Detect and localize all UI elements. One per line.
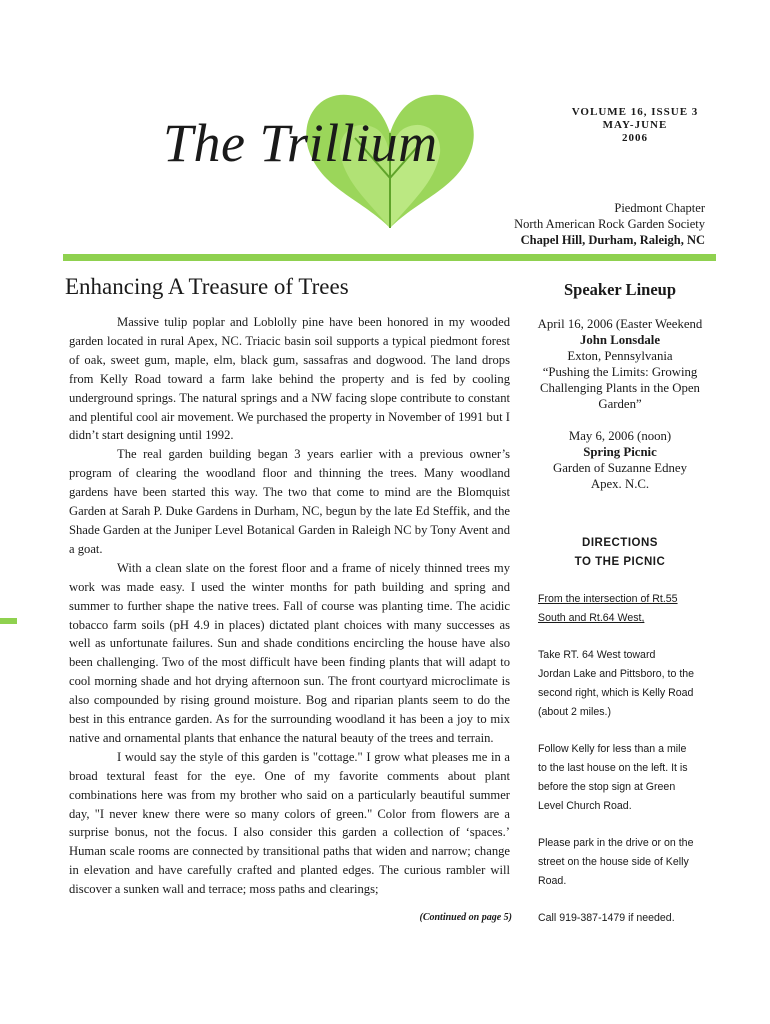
article-paragraph: I would say the style of this garden is "cottage." I grow what pleases me in a broad textural feast for the eye. One of my favorite comments about plant combinations here was from my brother who said on a particularly beautiful summer day, "I never knew there were so many colors of green." Color from flowers are a surprise bonus, not the focus. I also consider this garden a collection of ‘spaces.’ Human scale rooms are connected by transitional paths that widen and narrow; change in elevation and have carefully crafted and planted edges. The curious rambler will discover a sunken wall and terrace; moss paths and clearings; — [69, 749, 510, 897]
direction-line: (about 2 miles.) — [538, 706, 612, 718]
continued-note: (Continued on page 5) — [419, 912, 512, 923]
event-april — [528, 316, 712, 412]
direction-line: street on the house side of Kelly — [538, 856, 689, 868]
event-talk: “Pushing the Limits: Growing Challenging Plants in the Open Garden” — [540, 365, 700, 411]
event-may — [528, 428, 712, 492]
chapter-locations: Chapel Hill, Durham, Raleigh, NC — [520, 233, 705, 247]
speaker-lineup-title: Speaker Lineup — [563, 280, 677, 299]
direction-line: Please park in the drive or on the — [538, 837, 694, 849]
direction-line: Call 919-387-1479 if needed. — [538, 912, 675, 924]
direction-line: Road. — [538, 875, 567, 887]
direction-line: to the last house on the left. It is — [538, 762, 688, 774]
article-paragraph: The real garden building began 3 years earlier with a previous owner’s program of clearing the woodland floor and thinning the trees. Many woodland gardens have been started this way. The two that come to mind are the Blomquist Garden at Sarah P. Duke Gardens in Durham, NC, begun by the late Ed Steffik, and the Shade Garden at the Juniper Level Botanical Garden in Raleigh NC by Tony Avent and a goat. — [69, 447, 510, 556]
article-paragraph: With a clean slate on the forest floor and a frame of nicely thinned trees my work was made easy. I used the winter months for path building and spring and summer to further shape the native trees. Fall of course was planting time. The acidic tobacco farm soils (pH 4.9 in places) dictated plant choices with many successes as well as unfortunate failures. Sun and shade conditions encircling the house have also been challenging. Two of the most difficult have been finding plants that will adapt to cool morning shade and hot drying afternoon sun. The front courtyard microclimate is also compounded by rising ground moisture. Bog and riparian plants seem to do the best in this entrance garden. As for the surrounding woodland it has been a joy to mix native and ornamental plants that enhance the natural beauty of the trees and terrain. — [69, 560, 510, 745]
direction-line: Jordan Lake and Pittsboro, to the — [538, 668, 695, 680]
directions-title — [530, 534, 710, 572]
event-location: Garden of Suzanne Edney — [553, 461, 687, 475]
chapter-info — [514, 200, 705, 248]
issue-info — [560, 106, 710, 145]
direction-line: From the intersection of Rt.55 — [538, 593, 678, 605]
issue-year: 2006 — [622, 132, 648, 144]
volume-line: VOLUME 16, ISSUE 3 — [571, 106, 699, 118]
direction-line: before the stop sign at Green — [538, 781, 676, 793]
newsletter-title: The Trillium — [163, 113, 438, 173]
article-title: Enhancing A Treasure of Trees — [65, 274, 349, 299]
article-paragraph: Massive tulip poplar and Loblolly pine have been honored in my wooded garden located in rural Apex, NC. Triacic basin soil supports a typical piedmont forest of oak, sweet gum, maple, elm, black gum, sassafras and dogwood. The land drops from Kelly Road toward a farm lake behind the property and is fed by cooling underground springs. The natural springs and a NW facing slope contribute to constant and plentiful cool air movement. We purchased the property in November of 1991 but I didn’t start designing until 1992. — [69, 315, 510, 443]
direction-line: second right, which is Kelly Road — [538, 687, 694, 699]
direction-line: Take RT. 64 West toward — [538, 649, 656, 661]
issue-dates: MAY-JUNE — [602, 119, 668, 131]
society-name: North American Rock Garden Society — [514, 217, 705, 231]
directions-title-line: DIRECTIONS — [582, 537, 658, 549]
header-divider — [63, 254, 716, 261]
event-name: Spring Picnic — [583, 445, 657, 459]
directions-title-line: TO THE PICNIC — [574, 556, 666, 568]
event-town: Apex. N.C. — [590, 477, 650, 491]
article-body — [69, 313, 510, 899]
direction-line: Level Church Road. — [538, 800, 632, 812]
event-date: May 6, 2006 (noon) — [568, 429, 672, 443]
event-speaker: John Lonsdale — [579, 333, 660, 347]
direction-line: Follow Kelly for less than a mile — [538, 743, 687, 755]
event-date: April 16, 2006 (Easter Weekend — [537, 317, 703, 331]
chapter-name: Piedmont Chapter — [614, 201, 705, 215]
margin-marker — [0, 618, 17, 624]
event-location: Exton, Pennsylvania — [567, 349, 673, 363]
direction-line: South and Rt.64 West, — [538, 612, 645, 624]
